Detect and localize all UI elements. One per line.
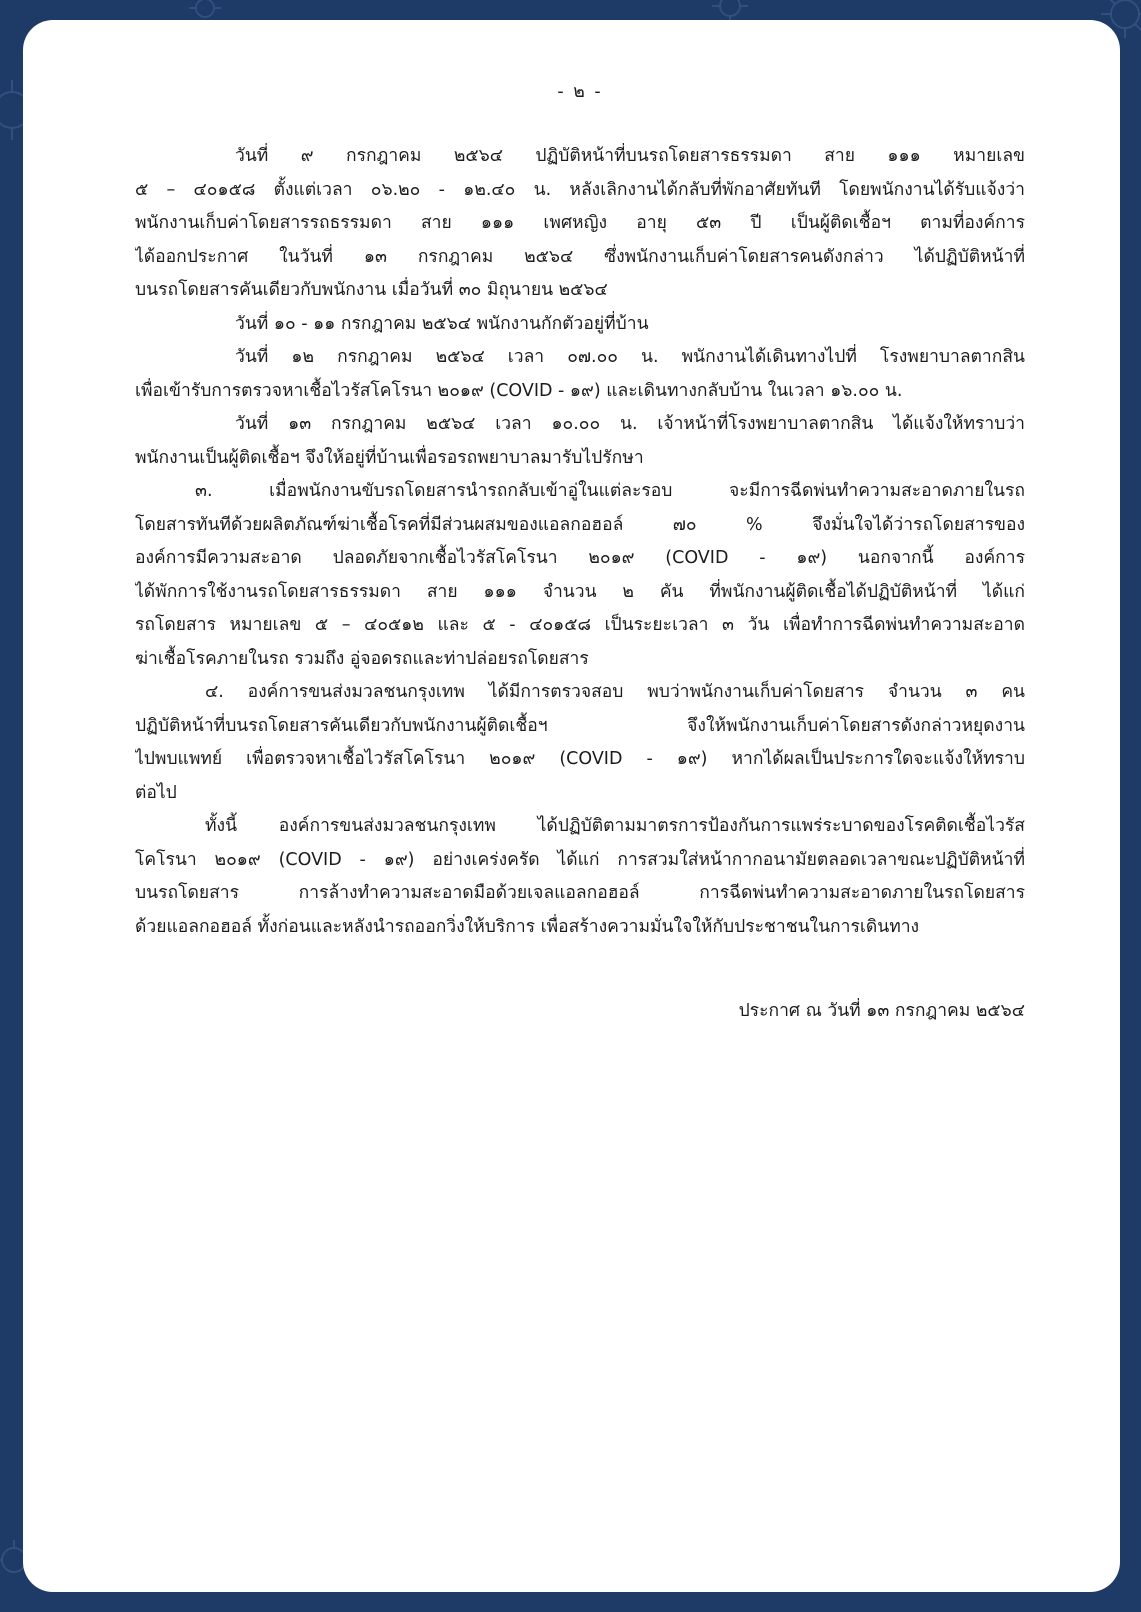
text-line: ๕ – ๔๐๑๕๘ ตั้งแต่เวลา ๐๖.๒๐ - ๑๒.๔๐ น. หลังเลิกงานได้กลับที่พักอาศัยทันที โดยพนักงานได้รับแจ้งว่า bbox=[135, 179, 1025, 200]
text-line: วันที่ ๑๓ กรกฎาคม ๒๕๖๔ เวลา ๑๐.๐๐ น. เจ้าหน้าที่โรงพยาบาลตากสิน ได้แจ้งให้ทราบว่า bbox=[235, 414, 1025, 434]
text-line: ปฏิบัติหน้าที่บนรถโดยสารคันเดียวกับพนักงานผู้ติดเชื้อฯ จึงให้พนักงานเก็บค่าโดยสารดังกล่าวหยุดงาน bbox=[135, 715, 1025, 736]
text-line: วันที่ ๑๐ - ๑๑ กรกฎาคม ๒๕๖๔ พนักงานกักตัวอยู่ที่บ้าน bbox=[235, 313, 649, 334]
page-number: - ๒ - bbox=[557, 82, 603, 102]
text-line: พนักงานเป็นผู้ติดเชื้อฯ จึงให้อยู่ที่บ้านเพื่อรอรถพยาบาลมารับไปรักษา bbox=[135, 447, 644, 468]
text-line: องค์การมีความสะอาด ปลอดภัยจากเชื้อไวรัสโคโรนา ๒๐๑๙ (COVID - ๑๙) นอกจากนี้ องค์การ bbox=[135, 548, 1025, 568]
text-line: พนักงานเก็บค่าโดยสารรถธรรมดา สาย ๑๑๑ เพศหญิง อายุ ๕๓ ปี เป็นผู้ติดเชื้อฯ ตามที่องค์การ bbox=[135, 213, 1025, 233]
text-line: เพื่อเข้ารับการตรวจหาเชื้อไวรัสโคโรนา ๒๐๑๙ (COVID - ๑๙) และเดินทางกลับบ้าน ในเวลา ๑๖.๐๐ น. bbox=[135, 380, 903, 401]
text-line: ไปพบแพทย์ เพื่อตรวจหาเชื้อไวรัสโคโรนา ๒๐๑๙ (COVID - ๑๙) หากได้ผลเป็นประการใดจะแจ้งให้ทราบ bbox=[135, 749, 1025, 769]
virus-icon bbox=[189, 0, 221, 17]
text-line: ฆ่าเชื้อโรคภายในรถ รวมถึง อู่จอดรถและท่าปล่อยรถโดยสาร bbox=[135, 648, 589, 669]
text-line: ๓. เมื่อพนักงานขับรถโดยสารนำรถกลับเข้าอู่ในแต่ละรอบ จะมีการฉีดพ่นทำความสะอาดภายในรถ bbox=[195, 481, 1025, 501]
text-line: ทั้งนี้ องค์การขนส่งมวลชนกรุงเทพ ได้ปฏิบัติตามมาตรการป้องกันการแพร่ระบาดของโรคติดเชื้อไวรัส bbox=[205, 816, 1025, 836]
text-line: ด้วยแอลกอฮอล์ ทั้งก่อนและหลังนำรถออกวิ่งให้บริการ เพื่อสร้างความมั่นใจให้กับประชาชนในการเดินทาง bbox=[135, 916, 920, 937]
text-line: โคโรนา ๒๐๑๙ (COVID - ๑๙) อย่างเคร่งครัด ได้แก่ การสวมใส่หน้ากากอนามัยตลอดเวลาขณะปฏิบัติหน้าที่ bbox=[135, 849, 1025, 870]
text-line: วันที่ ๑๒ กรกฎาคม ๒๕๖๔ เวลา ๐๗.๐๐ น. พนักงานได้เดินทางไปที่ โรงพยาบาลตากสิน bbox=[235, 347, 1025, 367]
text-line: ได้พักการใช้งานรถโดยสารธรรมดา สาย ๑๑๑ จำนวน ๒ คัน ที่พนักงานผู้ติดเชื้อได้ปฏิบัติหน้าที่ ได้แก่ bbox=[135, 581, 1025, 602]
paragraph bbox=[135, 475, 1025, 676]
paragraph bbox=[135, 341, 1025, 408]
document-page bbox=[23, 20, 1120, 1592]
paragraph bbox=[135, 408, 1025, 475]
text-line: ๔. องค์การขนส่งมวลชนกรุงเทพ ได้มีการตรวจสอบ พบว่าพนักงานเก็บค่าโดยสาร จำนวน ๓ คน bbox=[205, 682, 1025, 702]
text-line: บนรถโดยสารคันเดียวกับพนักงาน เมื่อวันที่ ๓๐ มิถุนายน ๒๕๖๔ bbox=[135, 280, 608, 300]
text-line: รถโดยสาร หมายเลข ๕ – ๔๐๕๑๒ และ ๕ - ๔๐๑๕๘ เป็นระยะเวลา ๓ วัน เพื่อทำการฉีดพ่นทำความสะอาด bbox=[135, 615, 1025, 635]
paragraph bbox=[135, 140, 1025, 308]
announcement-date: ประกาศ ณ วันที่ ๑๓ กรกฎาคม ๒๕๖๔ bbox=[738, 1001, 1025, 1021]
text-line: ได้ออกประกาศ ในวันที่ ๑๓ กรกฎาคม ๒๕๖๔ ซึ่งพนักงานเก็บค่าโดยสารคนดังกล่าว ได้ปฏิบัติหน้าที่ bbox=[135, 246, 1025, 267]
paragraph bbox=[135, 810, 1025, 944]
text-line: บนรถโดยสาร การล้างทำความสะอาดมือด้วยเจลแอลกอฮอล์ การฉีดพ่นทำความสะอาดภายในรถโดยสาร bbox=[135, 883, 1025, 903]
paragraph bbox=[135, 676, 1025, 810]
text-line: ต่อไป bbox=[135, 782, 177, 803]
text-line: วันที่ ๙ กรกฎาคม ๒๕๖๔ ปฏิบัติหน้าที่บนรถโดยสารธรรมดา สาย ๑๑๑ หมายเลข bbox=[235, 146, 1025, 166]
text-line: โดยสารทันทีด้วยผลิตภัณฑ์ฆ่าเชื้อโรคที่มีส่วนผสมของแอลกอฮอล์ ๗๐ % จึงมั่นใจได้ว่ารถโดยสารของ bbox=[135, 514, 1025, 535]
document-body bbox=[135, 72, 1025, 1028]
paragraph bbox=[135, 308, 1025, 342]
